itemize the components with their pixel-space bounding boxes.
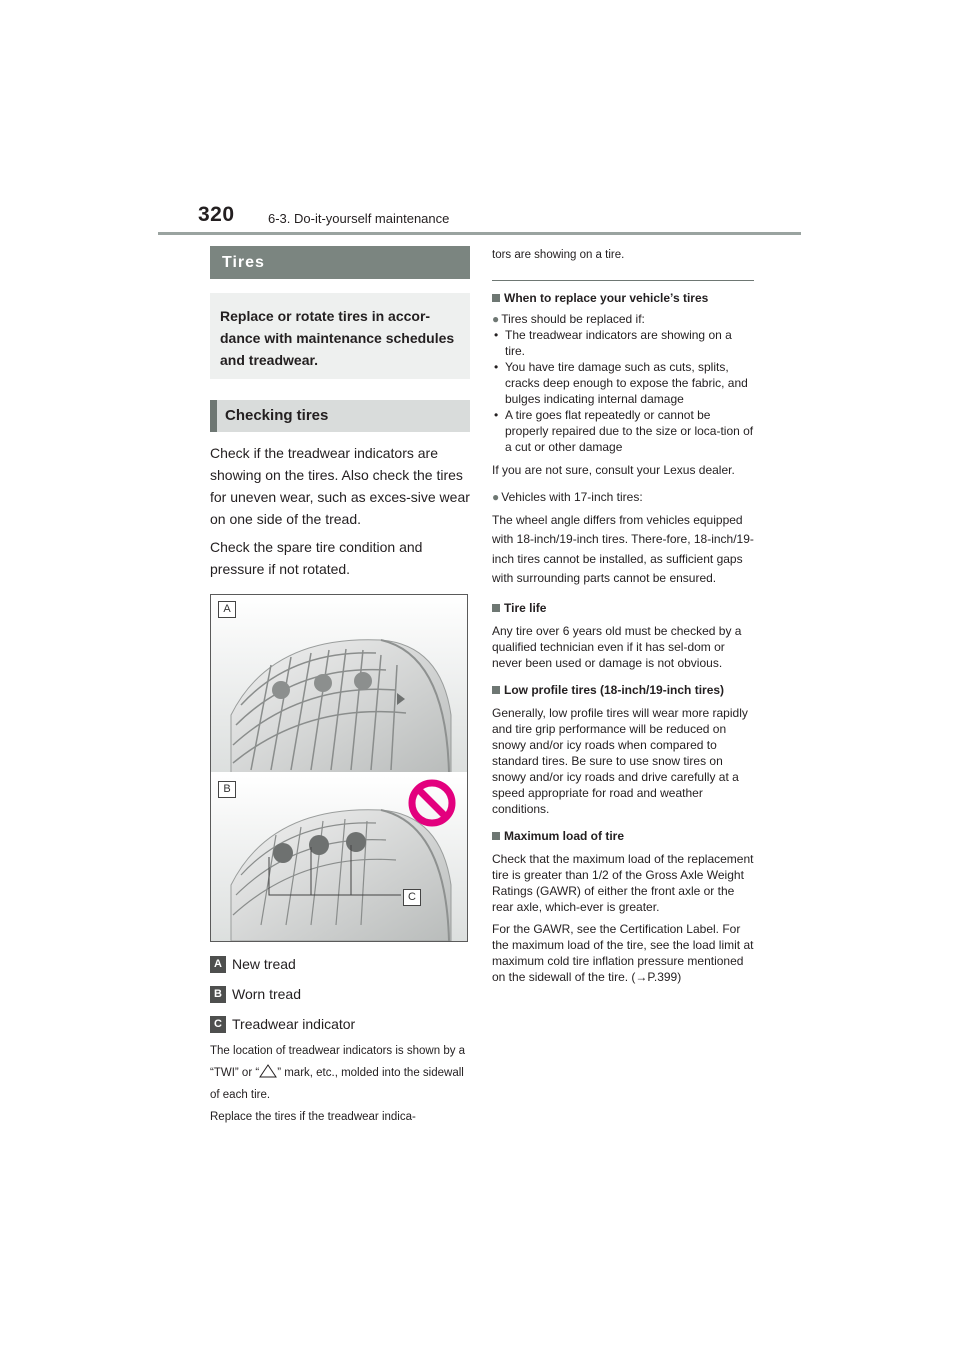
checking-tires-heading: Checking tires — [210, 400, 470, 432]
low-profile-text: Generally, low profile tires will wear more rapidly and tire grip performance will be reduced on snowy and/or icy roads when compared to standard tires. Be sure to use snow tires on snowy and/or icy roads and drive carefully at a speed appropriate for road and weather conditions. — [492, 705, 748, 816]
triangle-mark-icon — [259, 1064, 277, 1078]
max-load-heading-text: Maximum load of tire — [504, 828, 625, 843]
header-divider — [158, 232, 801, 235]
round-bullet-icon: ● — [492, 489, 500, 504]
tire-tread-illustration — [210, 594, 468, 942]
list-item: • You have tire damage such as cuts, splits, cracks deep enough to expose the fabric, and bulges indicating internal damage — [492, 359, 754, 407]
spare-paragraph: Check the spare tire condition and pressure if not rotated. — [210, 539, 423, 577]
square-bullet-icon — [492, 832, 500, 840]
legend-item — [210, 950, 470, 978]
check-paragraph: Check if the treadwear indicators are showing on the tires. Also check the tires for uneven wear, such as exces-sive wear on one side of the tread. — [210, 445, 470, 527]
figure-label-b: B — [218, 781, 236, 798]
square-bullet-icon — [492, 686, 500, 694]
max-load-text-2: For the GAWR, see the Certification Label. For the maximum load of the tire, see the load limit at maximum cold tire inflation pressure mentioned on the sidewall of the tire. (→P.399) — [492, 921, 754, 984]
figure-label-a: A — [218, 601, 236, 618]
intro-box: Replace or rotate tires in accor-dance with maintenance schedules and treadwear. — [210, 293, 470, 379]
page-header — [198, 203, 802, 235]
section-divider — [492, 280, 754, 281]
list-item: • The treadwear indicators are showing on a tire. — [492, 327, 754, 359]
max-load-text-1: Check that the maximum load of the replacement tire is greater than 1/2 of the Gross Axle Weight Ratings (GAWR) of either the front axle or the rear axle, which-ever is greater. — [492, 851, 754, 914]
replace-note: Replace the tires if the treadwear indica- — [210, 1111, 416, 1123]
legend-text: Treadwear indicator — [232, 1016, 356, 1032]
replace-bullet-text: Tires should be replaced if: — [501, 312, 645, 326]
figure-legend — [210, 950, 470, 1038]
figure-label-c: C — [403, 889, 421, 906]
legend-text: New tread — [232, 956, 296, 972]
legend-key: C — [210, 1016, 226, 1033]
list-item: • A tire goes flat repeatedly or cannot be properly repaired due to the size or loca-tion of a cut or other damage — [492, 407, 754, 455]
tire-life-heading — [492, 601, 754, 615]
note-part-1: The location of treadwear indicators is shown by a “TWI” or “ — [210, 1045, 466, 1079]
tire-illustration-graphic — [211, 595, 467, 941]
consult-dealer-note: If you are not sure, consult your Lexus dealer. — [492, 463, 735, 477]
note-part-2: ” mark, etc., molded into the sidewall of each tire. — [210, 1067, 464, 1101]
right-column — [492, 246, 754, 985]
round-bullet-icon: ● — [492, 312, 500, 326]
page-number: 320 — [198, 203, 235, 226]
tire-life-text: Any tire over 6 years old must be checked by a qualified technician even if it has sel-dom or never been used or damage is not obvious. — [492, 623, 742, 670]
replace-heading-text: When to replace your vehicle’s tires — [504, 291, 709, 305]
tires-title: Tires — [210, 246, 470, 279]
low-profile-heading — [492, 683, 754, 697]
17-inch-bullet-text: Vehicles with 17-inch tires: — [501, 489, 643, 504]
replace-heading — [492, 291, 754, 305]
replace-bullet — [492, 311, 754, 327]
legend-key: A — [210, 956, 226, 973]
square-bullet-icon — [492, 604, 500, 612]
legend-item — [210, 1010, 470, 1038]
legend-text: Worn tread — [232, 986, 301, 1002]
low-profile-heading-text: Low profile tires (18-inch/19-inch tires) — [504, 682, 725, 697]
tire-life-heading-text: Tire life — [504, 600, 547, 615]
left-column — [210, 246, 470, 1128]
max-load-heading — [492, 829, 754, 843]
17-inch-bullet — [492, 489, 754, 505]
legend-item — [210, 980, 470, 1008]
replace-conditions-list — [492, 327, 754, 455]
legend-key: B — [210, 986, 226, 1003]
indicator-location-note — [210, 1040, 470, 1106]
square-bullet-icon — [492, 294, 500, 302]
continuation-text: tors are showing on a tire. — [492, 249, 625, 261]
wheel-angle-note: The wheel angle differs from vehicles equipped with 18-inch/19-inch tires. There-fore, 18-inch/19-inch tires cannot be installed, as sufficient gaps with surrounding parts cannot be ensured. — [492, 512, 754, 585]
section-title: 6-3. Do-it-yourself maintenance — [268, 211, 450, 226]
